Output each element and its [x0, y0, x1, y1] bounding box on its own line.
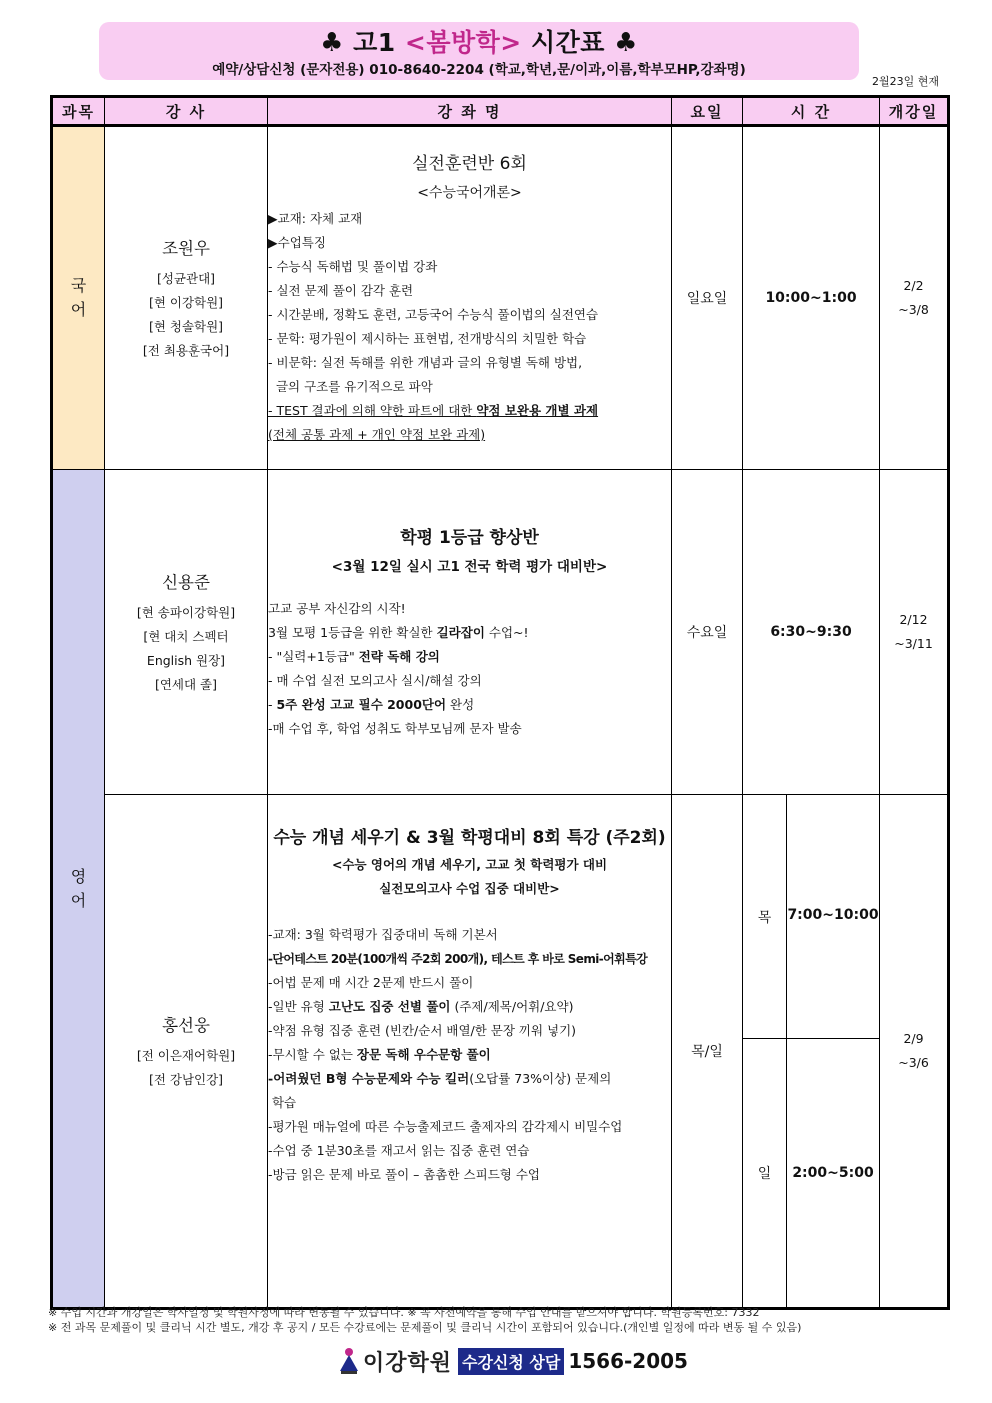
- note-line: ※ 수업 시간과 개강일은 학사일정 및 학원사정에 따라 변동될 수 있습니다. ※ 꼭 사전예약을 통해 수업 안내를 받으셔야 합니다. 학원등록번호: 7332: [48, 1306, 760, 1319]
- table-row: [52, 126, 949, 470]
- teacher-career: [전 이은재어학원]: [136, 1047, 236, 1063]
- subject-korean: 국 어: [52, 126, 105, 470]
- course-line: -약점 유형 집중 훈련 (빈칸/순서 배열/한 문장 끼워 넣기): [268, 1023, 577, 1038]
- title-grade: 고1: [353, 28, 405, 57]
- subject-english: 영 어: [52, 470, 105, 1309]
- contact-phone[interactable]: 1566-2005: [568, 1349, 688, 1373]
- col-time: 시 간: [743, 97, 880, 126]
- course-subtitle: <3월 12일 실시 고1 전국 학력 평가 대비반>: [331, 559, 608, 575]
- course-line: (전체 공통 과제 + 개인 약점 보완 과제): [268, 427, 486, 442]
- course-line: [268, 645, 671, 669]
- academy-name: 이강학원: [363, 1350, 453, 1376]
- course-line-part: - "실력+1등급": [268, 649, 359, 664]
- course-line: 고교 공부 자신감의 시작!: [268, 601, 406, 616]
- course-line: ▶교재: 자체 교재: [268, 211, 363, 226]
- timetable: [50, 95, 950, 1310]
- course-line-part: -무시할 수 없는: [268, 1047, 357, 1062]
- teacher-career: [전 강남인강]: [148, 1071, 224, 1087]
- course-line: - 비문학: 실전 독해를 위한 개념과 글의 유형별 독해 방법,: [268, 355, 583, 370]
- teacher-career: [성균관대]: [156, 270, 216, 286]
- course-line: [268, 995, 671, 1019]
- course-line: -방금 읽은 문제 바로 풀이 – 촘촘한 스피드형 수업: [268, 1167, 540, 1182]
- col-course: 강 좌 명: [268, 97, 672, 126]
- course-line: -매 수업 후, 학업 성취도 학부모님께 문자 발송: [268, 721, 522, 736]
- enroll-consult-button[interactable]: 수강신청 상담: [458, 1348, 564, 1375]
- notes: [48, 1305, 801, 1335]
- course-line: [268, 693, 671, 717]
- title-season: <봄방학>: [404, 28, 522, 57]
- day-cell: 일요일: [672, 126, 743, 470]
- page-title: [99, 25, 859, 61]
- course-line-part: -일반 유형: [268, 999, 329, 1014]
- end-date: ~3/8: [898, 302, 929, 317]
- course-line: - 문학: 평가원이 제시하는 표현법, 전개방식의 치밀한 학습: [268, 331, 587, 346]
- start-date: 2/12: [899, 612, 928, 627]
- course-line-emphasis: 전략 독해 강의: [358, 649, 440, 664]
- end-date: ~3/6: [898, 1055, 929, 1070]
- title-banner: [99, 22, 859, 80]
- time-cell: 7:00~10:00: [787, 795, 880, 1039]
- course-title: 수능 개념 세우기 & 3월 학평대비 8회 특강 (주2회): [273, 828, 666, 848]
- course-cell: [268, 795, 672, 1309]
- course-line: 글의 구조를 유기적으로 파악: [268, 379, 433, 394]
- col-teacher: 강 사: [105, 97, 268, 126]
- course-line-emphasis: 약점 보완용 개별 과제: [476, 403, 599, 418]
- time-cell: 10:00~1:00: [743, 126, 880, 470]
- col-subject: 과목: [52, 97, 105, 126]
- course-title: 실전훈련반 6회: [412, 154, 527, 174]
- teacher-career: [현 송파이강학원]: [136, 604, 236, 620]
- table-row: [52, 795, 949, 1039]
- teacher-career: English 원장]: [146, 652, 226, 668]
- teacher-cell: [105, 126, 268, 470]
- start-date: 2/9: [903, 1031, 924, 1046]
- col-day: 요일: [672, 97, 743, 126]
- end-date: ~3/11: [894, 636, 933, 651]
- teacher-name: 신용준: [162, 572, 210, 592]
- title-timetable: 시간표: [521, 28, 615, 57]
- course-cell: [268, 470, 672, 795]
- course-line: ▶수업특징: [268, 235, 326, 250]
- note-line: ※ 전 과목 문제풀이 및 클리닉 시간 별도, 개강 후 공지 / 모든 수강료에는 문제풀이 및 클리닉 시간이 포함되어 있습니다.(개인별 일정에 따라 변동 될 수 있음): [48, 1321, 802, 1334]
- course-line-part: 완성: [446, 697, 475, 712]
- course-line-emphasis: 고난도 집중 선별 풀이: [328, 999, 451, 1014]
- course-line: -교재: 3월 학력평가 집중대비 독해 기본서: [268, 927, 498, 942]
- table-row: [52, 470, 949, 795]
- day-cell: 목/일: [672, 795, 743, 1309]
- table-header-row: [52, 97, 949, 126]
- club-icon: ♣: [320, 28, 344, 58]
- course-line: 학습: [268, 1095, 297, 1110]
- start-date-cell: [880, 470, 949, 795]
- course-cell: [268, 126, 672, 470]
- course-line-part: 수업~!: [484, 625, 529, 640]
- course-line-part: (오답률 73%이상) 문제의: [469, 1071, 612, 1086]
- contact-subtitle: 예약/상담신청 (문자전용) 010-8640-2204 (학교,학년,문/이과,이름,학부모HP,강좌명): [212, 62, 746, 78]
- as-of-date: 2월23일 현재: [872, 75, 939, 88]
- course-line: -수업 중 1분30초를 재고서 읽는 집중 훈련 연습: [268, 1143, 530, 1158]
- course-line: - 매 수업 실전 모의고사 실시/해설 강의: [268, 673, 482, 688]
- course-line-emphasis: 길라잡이: [436, 625, 485, 640]
- course-line: [268, 399, 671, 423]
- course-line: -단어테스트 20분(100개씩 주2회 200개), 테스트 후 바로 Semi-어휘특강: [268, 952, 648, 966]
- day-cell: 수요일: [672, 470, 743, 795]
- academy-logo-icon: [338, 1347, 360, 1375]
- course-subtitle: 실전모의고사 수업 집중 대비반>: [379, 881, 560, 896]
- teacher-career: [현 이강학원]: [148, 294, 224, 310]
- teacher-name: 조원우: [162, 238, 210, 258]
- course-line-part: - TEST 결과에 의해 약한 파트에 대한: [268, 403, 477, 418]
- course-line: -어법 문제 매 시간 2문제 반드시 풀이: [268, 975, 474, 990]
- time-cell: 2:00~5:00: [787, 1039, 880, 1309]
- course-line: -평가원 매뉴얼에 따른 수능출제코드 출제자의 감각제시 비밀수업: [268, 1119, 623, 1134]
- footer: [338, 1344, 688, 1378]
- course-line: - 수능식 독해법 및 풀이법 강좌: [268, 259, 438, 274]
- sub-day-cell: 목: [743, 795, 787, 1039]
- course-title: 학평 1등급 향상반: [400, 528, 539, 548]
- course-line: - 실전 문제 풀이 감각 훈련: [268, 283, 414, 298]
- course-line-emphasis: 장문 독해 우수문항 풀이: [356, 1047, 491, 1062]
- sub-day-cell: 일: [743, 1039, 787, 1309]
- course-line: [268, 1043, 671, 1067]
- teacher-cell: [105, 470, 268, 795]
- course-line-emphasis: -어려웠던 B형 수능문제와 수능 킬러: [268, 1071, 470, 1086]
- teacher-career: [전 최용훈국어]: [142, 342, 230, 358]
- course-line-part: 3월 모평 1등급을 위한 확실한: [268, 625, 437, 640]
- teacher-career: [연세대 졸]: [154, 676, 218, 692]
- start-date-cell: [880, 126, 949, 470]
- time-cell: 6:30~9:30: [743, 470, 880, 795]
- start-date-cell: [880, 795, 949, 1309]
- col-start: 개강일: [880, 97, 949, 126]
- course-line: [268, 621, 671, 645]
- course-line-emphasis: 5주 완성 고교 필수 2000단어: [276, 697, 447, 712]
- course-subtitle: <수능국어개론>: [417, 185, 522, 201]
- course-line: - 시간분배, 정확도 훈련, 고등국어 수능식 풀이법의 실전연습: [268, 307, 599, 322]
- course-line-part: -: [268, 697, 277, 712]
- teacher-name: 홍선웅: [162, 1015, 210, 1035]
- start-date: 2/2: [903, 278, 924, 293]
- course-line: [268, 1067, 671, 1091]
- course-subtitle: <수능 영어의 개념 세우기, 고교 첫 학력평가 대비: [331, 857, 608, 872]
- teacher-cell: [105, 795, 268, 1309]
- course-line-part: (주제/제목/어휘/요약): [450, 999, 574, 1014]
- teacher-career: [현 대치 스펙터: [143, 628, 229, 644]
- teacher-career: [현 청솔학원]: [148, 318, 224, 334]
- club-icon: ♣: [614, 28, 638, 58]
